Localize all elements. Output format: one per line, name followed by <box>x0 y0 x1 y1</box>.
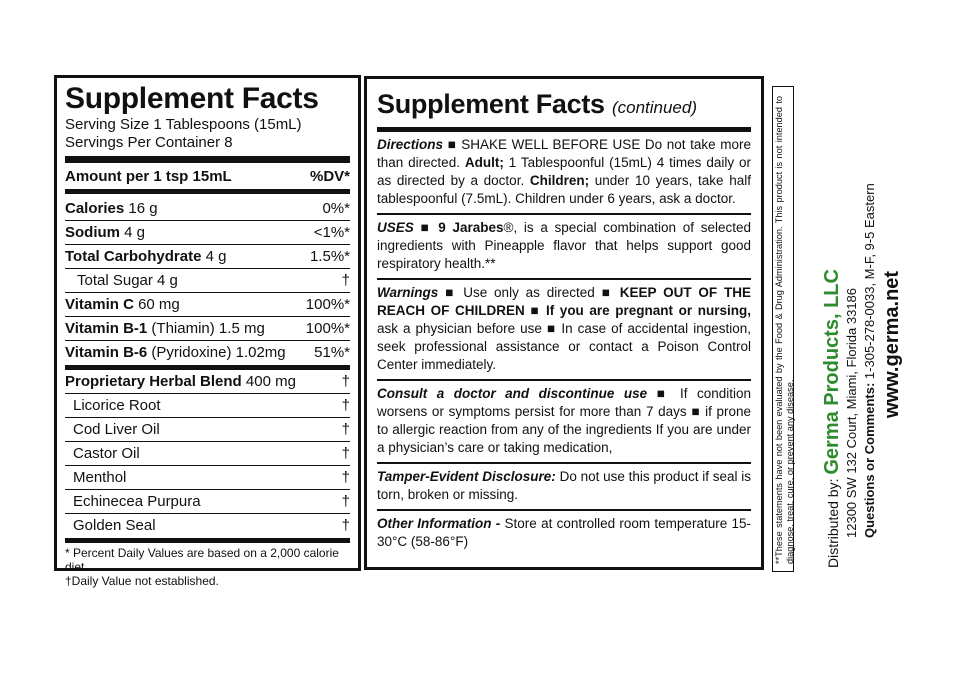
other-info-section: Other Information - Store at controlled room temperature 15-30°C (58-86°F) <box>377 516 751 549</box>
supplement-facts-panel <box>54 75 361 588</box>
directions-section: Directions ■ SHAKE WELL BEFORE USE Do not take more than directed. Adult; 1 Tablespoonful (15mL) 4 times daily or as directed by a doctor. Children; under 10 years, take half tablespoonful (7.5mL). Children under 6 years, ask a doctor. <box>377 127 751 215</box>
table-header <box>65 166 350 188</box>
blend-item: Menthol † <box>65 466 350 490</box>
table-row: Vitamin B-1 (Thiamin) 1.5 mg 100%* <box>65 317 350 341</box>
divider <box>65 538 350 543</box>
table-row: Sodium 4 g <1%* <box>65 221 350 245</box>
blend-item: Castor Oil † <box>65 442 350 466</box>
servings-per-container: Servings Per Container 8 <box>65 134 233 151</box>
address: 12300 SW 132 Court, Miami, Florida 33186 <box>844 287 859 538</box>
consult-section: Consult a doctor and discontinue use ■ If condition worsens or symptoms persist for more than 7 days ■ if prone to allergic reaction from any of the ingredients If you are under a physician’s care or taking medication, <box>377 381 751 464</box>
questions-line: Questions or Comments: 1-305-278-0033, M-F, 9-5 Eastern <box>862 183 877 538</box>
website: www.germa.net <box>881 270 903 418</box>
table-row: Vitamin C 60 mg 100%* <box>65 293 350 317</box>
continued-label: (continued) <box>611 98 698 117</box>
panel-title: Supplement Facts <box>65 82 319 115</box>
warnings-section: Warnings ■ Use only as directed ■ KEEP OUT OF THE REACH OF CHILDREN ■ If you are pregnant or nursing, ask a physician before use ■ In case of accidental ingestion, seek professional assistance or contact a Poison Control Center immediately. <box>377 280 751 381</box>
serving-size: Serving Size 1 Tablespoons (15mL) <box>65 116 302 133</box>
footnote: †Daily Value not established. <box>65 574 219 588</box>
blend-item: Cod Liver Oil † <box>65 418 350 442</box>
blend-item: Echinecea Purpura † <box>65 490 350 514</box>
supplement-facts-continued-panel <box>364 76 764 570</box>
company-name: Germa Products, LLC <box>821 269 843 475</box>
uses-section: USES ■ 9 Jarabes®, is a special combination of selected ingredients with Pineapple flavor that helps support good respiratory health.** <box>377 215 751 280</box>
table-row: Vitamin B-6 (Pyridoxine) 1.02mg 51%* <box>65 344 350 361</box>
header-dv: %DV* <box>309 168 350 185</box>
blend-item: Licorice Root † <box>65 394 350 418</box>
distributed-by-line: Distributed by: Germa Products, LLC <box>821 269 843 568</box>
blend-row: Proprietary Herbal Blend 400 mg † <box>65 370 350 394</box>
table-row: Total Sugar 4 g † <box>65 269 350 293</box>
disclaimer-text: **These statements have not been evaluated by the Food & Drug Administration. This product is not intended to diagnose, treat, cure, or prevent any disease. <box>774 96 795 564</box>
footnote: * Percent Daily Values are based on a 2,000 calorie diet. <box>65 546 339 574</box>
blend-item: Golden Seal † <box>73 517 350 534</box>
distributor-block <box>772 88 942 568</box>
header-amount: Amount per 1 tsp 15mL <box>65 168 232 185</box>
table-row: Calories 16 g 0%* <box>65 197 350 221</box>
divider <box>65 189 350 194</box>
tamper-section: Tamper-Evident Disclosure: Do not use this product if seal is torn, broken or missing. <box>377 464 751 511</box>
table-row: Total Carbohydrate 4 g 1.5%* <box>65 245 350 269</box>
divider <box>65 156 350 163</box>
panel-title: Supplement Facts (continued) <box>377 89 698 119</box>
